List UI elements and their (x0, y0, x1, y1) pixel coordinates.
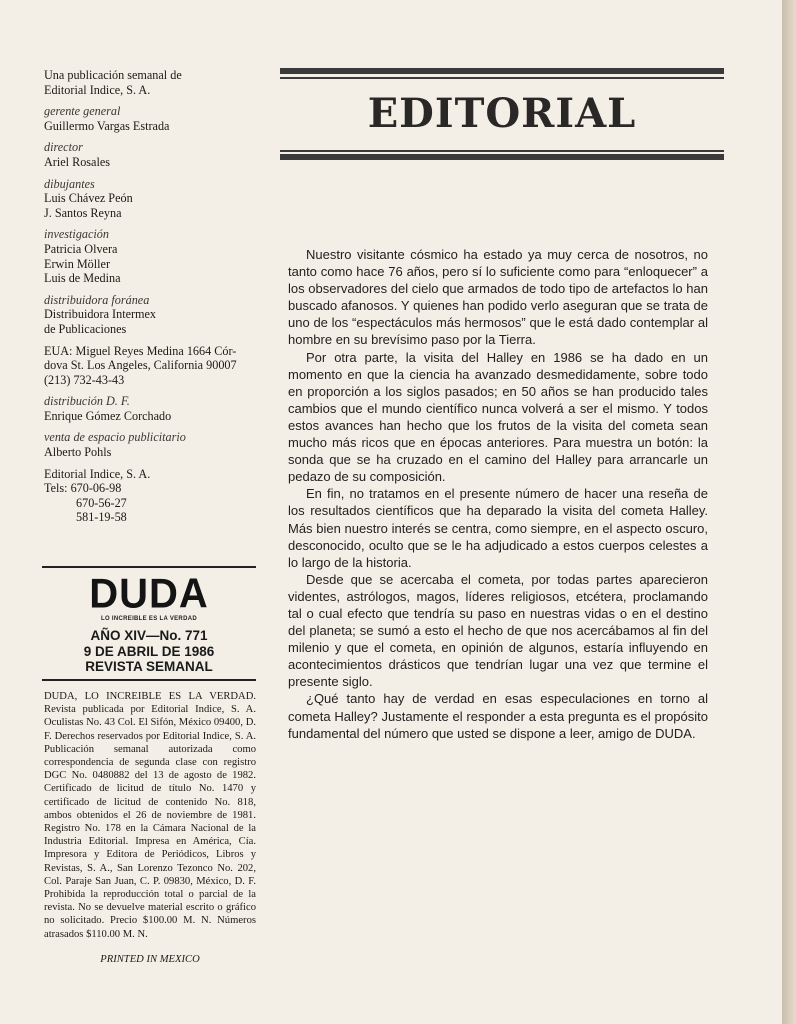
usa-line: dova St. Los Angeles, California 90007 (44, 358, 237, 373)
credit-name: Erwin Möller (44, 256, 111, 271)
credit-name: Guillermo Vargas Estrada (44, 118, 170, 133)
credit-gerente (44, 104, 260, 133)
credit-distribuidora (44, 293, 260, 337)
phone-number: 670-56-27 (76, 495, 127, 510)
legal-notice: DUDA, LO INCREIBLE ES LA VERDAD. Revista publicada por Editorial Indice, S. A. Oculistas No. 43 Col. El Sifón, México 09400, D. F. Derechos reservados por Editorial Indice, S. A. Publicación semanal autorizada como correspondencia de segunda clase con registro DGC No. 0480882 del 13 de agosto de 1982. Certificado de licitud de título No. 1470 y certificado de licitud de contenido No. 818, ambos obtenidos el 26 de noviembre de 1981. Registro No. 178 en la Cámara Nacional de la Industria Editorial. Impresa en América, Cía. Impresora y Editora de Periódicos, Libros y Revistas, S. A., San Lorenzo Tezonco No. 202, Col. Paraje San Juan, C. P. 09830, México, D. F. Prohibida la reproducción total o parcial de la revista. No se devuelve material escrito o gráfico no solicitado. Precio $100.00 M. N. Números atrasados $110.00 M. N. (44, 691, 256, 940)
page-edge (782, 0, 796, 1024)
credit-name: Alberto Pohls (44, 445, 112, 460)
editorial-paragraph: Por otra parte, la visita del Halley en 1986 se ha dado en un momento en que la ciencia ha avanzado desmedidamente, sobre todo en proporción a los siglos pasados; en 50 años se han producido tales cambios que el mundo científico nunca volverá a ser el mismo. Y todos estos avances han hecho que los frutos de la visita del cometa sean mucho más ricos que en épocas anteriores. Para muestra un botón: la sonda que se ha cruzado en el camino del Halley para arrancarle un pedazo de su composición. (288, 349, 708, 485)
phones-label: Tels: (44, 481, 68, 496)
credit-name: Luis de Medina (44, 271, 121, 286)
editorial-body (288, 246, 708, 742)
editorial-paragraph: En fin, no tratamos en el presente número de hacer una reseña de los resultados científicos que ha deparado la visita del cometa Halley. Más bien nuestro interés se centra, como siempre, en el aspecto oscuro, desconocido, oculto que se le ha adjudicado a estos cuerpos celestes a lo largo de la historia. (288, 486, 708, 570)
credit-name: Luis Chávez Peón (44, 191, 133, 206)
credit-distribucion-df (44, 394, 260, 423)
intro-line: Editorial Indice, S. A. (44, 82, 151, 97)
issue-number: AÑO XIV—No. 771 (90, 628, 208, 643)
usa-line: EUA: Miguel Reyes Medina 1664 Cór- (44, 343, 237, 358)
intro-line: Una publicación semanal de (44, 68, 182, 82)
credit-role: director (44, 140, 83, 155)
usa-distributor (44, 344, 260, 388)
credit-name: de Publicaciones (44, 321, 127, 336)
credit-publicidad (44, 430, 260, 459)
credit-role: dibujantes (44, 176, 95, 191)
credit-name: Distribuidora Intermex (44, 307, 157, 322)
editorial-paragraph: ¿Qué tanto hay de verdad en esas especulaciones en torno al cometa Halley? Justamente el responder a esta pregunta es el propósito fundamental del número que usted se dispone a leer, amigo de DUDA. (288, 691, 708, 741)
header-rule-bottom-thin (280, 150, 724, 152)
phone-number: 581-19-58 (76, 510, 127, 525)
issue-info (42, 628, 256, 675)
credit-name: J. Santos Reyna (44, 205, 122, 220)
printed-in-mexico: PRINTED IN MEXICO (100, 954, 200, 965)
editorial-title: EDITORIAL (367, 90, 637, 137)
usa-line: (213) 732-43-43 (44, 372, 125, 387)
credit-role: investigación (44, 227, 109, 242)
credit-name: Enrique Gómez Corchado (44, 408, 172, 423)
logo-tagline: LO INCREIBLE ES LA VERDAD (101, 616, 197, 622)
editorial-paragraph: Desde que se acercaba el cometa, por todas partes aparecieron videntes, astrólogos, magos, líderes religiosos, etcétera, proclamando tal o cual efecto que tendría su paso en nuestras vidas o en el destino del planeta; se sumó a esto el hecho de que nos acercábamos al fin del milenio y que el cometa, en opinión de algunos, estaría influyendo en acontecimientos drásticos que tendrían lugar una vez que termine el presente siglo. (288, 571, 708, 690)
editorial-paragraph: Nuestro visitante cósmico ha estado ya muy cerca de nosotros, no tanto como hace 76 años, pero sí lo suficiente como para “enloquecer” a los observadores del cielo que armados de todo tipo de artefactos lo han buscado afanosos. Y quienes han podido verlo aseguran que se trata de uno de los “espectáculos más hermosos” que le está dado contemplar al hombre en su brevísimo paso por la Tierra. (288, 247, 708, 348)
credit-role: distribución D. F. (44, 394, 130, 409)
publisher-contact (44, 467, 260, 525)
credit-dibujantes (44, 177, 260, 221)
issue-date: 9 DE ABRIL DE 1986 (83, 643, 215, 659)
credit-director (44, 140, 260, 169)
credits-column (44, 68, 260, 532)
credit-name: Patricia Olvera (44, 241, 118, 256)
phone-number: 670-06-98 (70, 481, 122, 496)
credit-name: Ariel Rosales (44, 154, 111, 169)
publisher-name: Editorial Indice, S. A. (44, 466, 151, 481)
duda-logo: DUDA (89, 570, 209, 618)
header-rule-top (280, 68, 724, 74)
credit-role: distribuidora foránea (44, 292, 150, 307)
masthead (42, 566, 256, 681)
intro (44, 68, 260, 97)
header-rule-bottom (280, 154, 724, 160)
header-rule-top-thin (280, 77, 724, 79)
phone-line (44, 481, 260, 496)
credit-investigacion (44, 227, 260, 285)
credit-role: venta de espacio publicitario (44, 430, 186, 445)
credit-role: gerente general (44, 104, 121, 119)
issue-frequency: REVISTA SEMANAL (85, 659, 213, 674)
